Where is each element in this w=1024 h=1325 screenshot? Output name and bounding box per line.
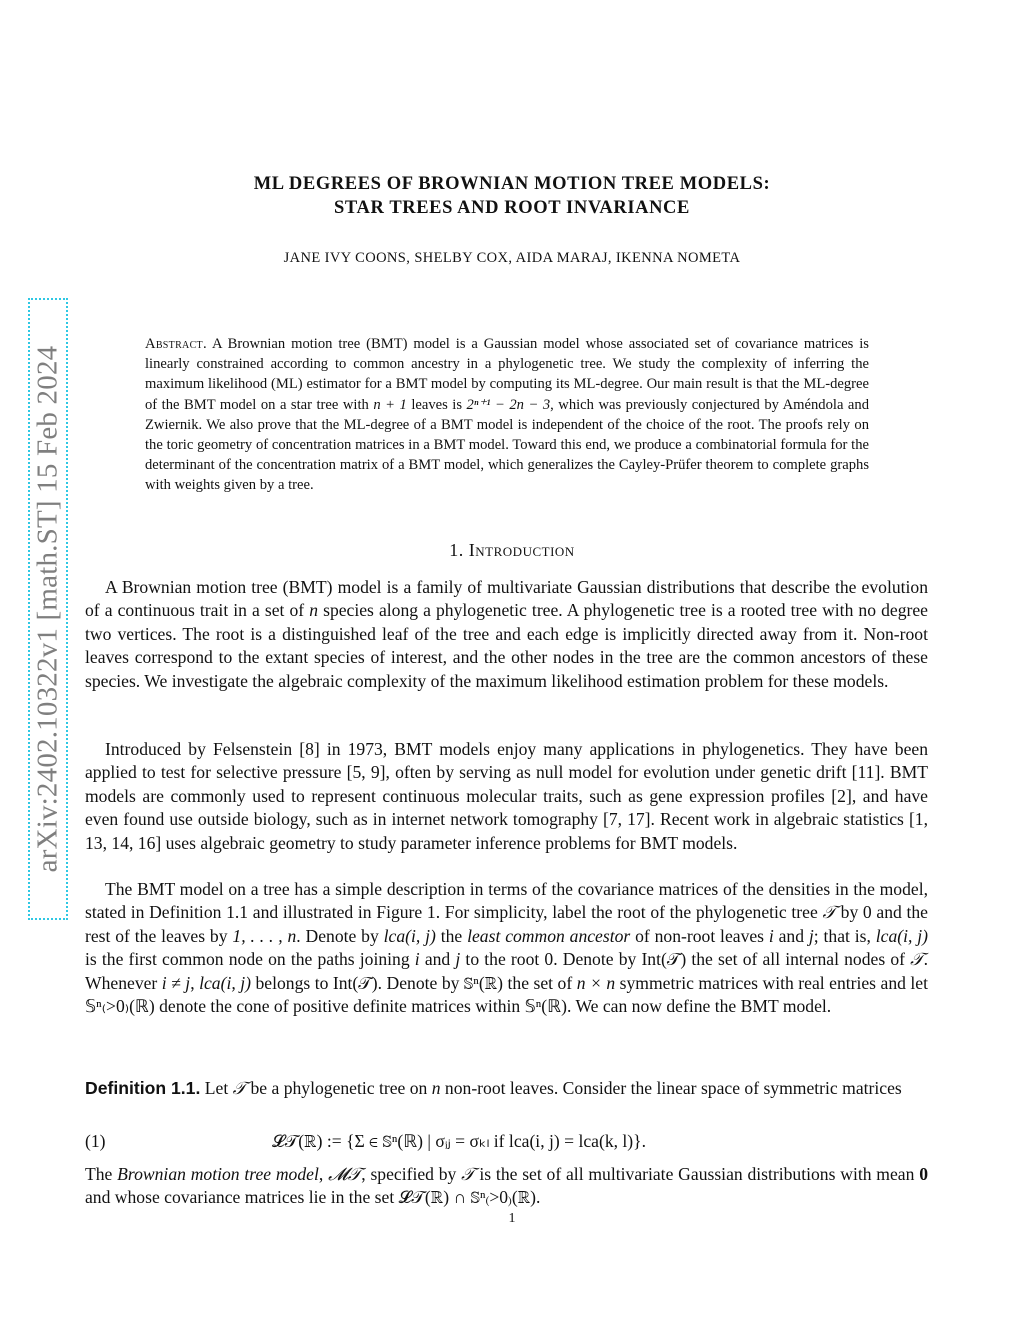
paragraph-text: ,	[190, 972, 200, 993]
arxiv-identifier-text: arXiv:2402.10322v1 [math.ST] 15 Feb 2024	[31, 345, 64, 873]
intro-paragraph-2	[85, 738, 928, 855]
math-tree-T: 𝒯	[461, 1164, 475, 1184]
paragraph-text: and	[773, 925, 809, 946]
intro-paragraph-3	[85, 878, 928, 1018]
definition-continuation	[85, 1163, 928, 1210]
math-M-T: 𝓜𝒯	[328, 1164, 362, 1184]
paragraph-text: and	[419, 949, 456, 970]
definition-text: is the set of all multivariate Gaussian distributions with mean	[474, 1164, 920, 1184]
page-number: 1	[508, 1211, 516, 1226]
author-list: JANE IVY COONS, SHELBY COX, AIDA MARAJ, IKENNA NOMETA	[283, 250, 741, 266]
math-lca: lca(i, j)	[875, 925, 928, 946]
definition-text: and whose covariance matrices lie in the set	[85, 1187, 399, 1208]
paper-title	[150, 172, 874, 220]
paragraph-text: . Whenever	[85, 949, 929, 993]
section-title: Introduction	[468, 540, 575, 560]
math-tree-T: 𝒯	[232, 1078, 247, 1098]
paragraph-text: A Brownian motion tree (BMT) model is a family of multivariate Gaussian distributions that describe the evolution of a continuous trait in a set of	[85, 577, 928, 621]
paragraph-text: the set of	[503, 972, 577, 993]
math-int-T: Int(𝒯)	[332, 972, 378, 993]
definition-label: Definition 1.1.	[85, 1078, 201, 1098]
definition-text: be a phylogenetic tree on	[246, 1078, 432, 1098]
paragraph-text: the	[435, 925, 468, 946]
paragraph-text: belongs to	[250, 972, 333, 993]
abstract	[145, 334, 869, 496]
definition-text: The	[85, 1164, 118, 1184]
title-line-1: ML DEGREES OF BROWNIAN MOTION TREE MODELS:	[253, 174, 771, 194]
paragraph-text: . Denote by	[296, 925, 384, 946]
paragraph-text: to the root 0. Denote by	[460, 949, 642, 970]
math-Sn: 𝕊ⁿ(ℝ)	[463, 972, 504, 993]
paragraph-text: by 0 and the rest of the leaves by	[85, 902, 928, 946]
paragraph-text: Introduced by Felsenstein [8] in 1973, BMT models enjoy many applications in phylogenetics. They have been applied to test for selective pressure [5, 9], often by serving as null model for evolution under genetic drift [11]. BMT models are commonly used to represent continuous molecular traits, such as gene expression profiles [2], and have even found use outside biology, such as in internet network tomography [7, 17]. Recent work in algebraic statistics [1, 13, 14, 16] uses algebraic geometry to study parameter inference problems for BMT models.	[85, 739, 928, 853]
math-int-T: Int(𝒯)	[641, 949, 687, 970]
math-j: j	[455, 949, 461, 970]
math-Sn-positive-definite: 𝕊ⁿ₍>0₎(ℝ)	[85, 996, 155, 1017]
paragraph-text: the set of all internal nodes of	[686, 949, 911, 970]
math-leaves-range: 1, . . . , n	[232, 925, 297, 946]
section-heading-introduction	[150, 540, 874, 561]
math-Sn: 𝕊ⁿ(ℝ)	[524, 996, 567, 1017]
math-n-plus-1: n + 1	[373, 396, 407, 413]
definition-text: non-root leaves. Consider the linear space of symmetric matrices	[440, 1078, 902, 1098]
definition-text: Let	[200, 1078, 233, 1098]
math-L-cap-S: 𝓛𝒯(ℝ) ∩ 𝕊ⁿ₍>0₎(ℝ).	[398, 1187, 541, 1208]
section-number: 1.	[449, 540, 464, 560]
equation-number: (1)	[85, 1131, 106, 1151]
math-tree-T: 𝒯	[822, 902, 836, 923]
math-n-by-n: n × n	[576, 972, 616, 993]
paragraph-text: denote the cone of positive definite matrices within	[154, 996, 525, 1017]
paragraph-text: of non-root leaves	[630, 925, 769, 946]
math-n: n	[309, 600, 319, 621]
equation-body: 𝓛𝒯(ℝ) := {Σ ∈ 𝕊ⁿ(ℝ) | σᵢⱼ = σₖₗ if lca(i, j) = lca(k, l)}.	[272, 1131, 647, 1151]
abstract-text: leaves is	[406, 396, 467, 413]
abstract-text: , which was previously conjectured by Améndola and Zwiernik. We also prove that the ML-degree of a BMT model is independent of the choice of the root. The proofs rely on the toric geometry of concentration matrices in a BMT model. Toward this end, we produce a combinatorial formula for the determinant of the concentration matrix of a BMT model, which generalizes the Cayley-Prüfer theorem to complete graphs with weights given by a tree.	[145, 396, 870, 494]
math-lca: lca(i, j)	[383, 925, 436, 946]
paragraph-text: . We can now define the BMT model.	[566, 996, 832, 1017]
paragraph-text: is the first common node on the paths joining	[85, 949, 415, 970]
title-line-2: STAR TREES AND ROOT INVARIANCE	[334, 198, 690, 218]
paragraph-text: species along a phylogenetic tree. A phylogenetic tree is a rooted tree with no degree two vertices. The root is a distinguished leaf of the tree and each edge is implicitly directed away from it. Non-root leaves correspond to the extant species of interest, and the other nodes in the tree are the common ancestors of these species. We investigate the algebraic complexity of the maximum likelihood estimation problem for these models.	[85, 600, 928, 691]
arxiv-identifier-stamp[interactable]	[28, 298, 68, 920]
intro-paragraph-1	[85, 576, 928, 693]
abstract-label: Abstract.	[145, 336, 207, 352]
math-zero-vector: 0	[919, 1164, 928, 1184]
math-n: n	[431, 1078, 441, 1098]
math-j: j	[808, 925, 814, 946]
paragraph-text: ; that is,	[813, 925, 876, 946]
term-brownian-motion-tree-model: Brownian motion tree model	[117, 1164, 319, 1184]
math-i: i	[414, 949, 420, 970]
paragraph-text: . Denote by	[377, 972, 464, 993]
definition-text: , specified by	[361, 1164, 462, 1184]
paragraph-text: The BMT model on a tree has a simple description in terms of the covariance matrices of the densities in the model, stated in Definition 1.1 and illustrated in Figure 1. For simplicity, label the root of the phylogenetic tree	[85, 879, 928, 923]
math-tree-T: 𝒯	[910, 949, 924, 970]
math-i-neq-j: i ≠ j	[161, 972, 191, 993]
definition-text: ,	[318, 1164, 329, 1184]
paragraph-text: symmetric matrices with real entries and let	[615, 972, 929, 993]
equation-1	[85, 1131, 928, 1157]
abstract-text: A Brownian motion tree (BMT) model is a Gaussian model whose associated set of covariance matrices is linearly constrained according to common ancestry in a phylogenetic tree. We study the complexity of inferring the maximum likelihood (ML) estimator for a BMT model by computing its ML-degree. Our main result is that the ML-degree of the BMT model on a star tree with	[145, 336, 869, 413]
math-i: i	[768, 925, 774, 946]
term-least-common-ancestor: least common ancestor	[467, 925, 631, 946]
definition-1-1	[85, 1077, 928, 1100]
math-lca: lca(i, j)	[199, 972, 251, 993]
math-ml-degree-formula: 2ⁿ⁺¹ − 2n − 3	[466, 396, 551, 413]
